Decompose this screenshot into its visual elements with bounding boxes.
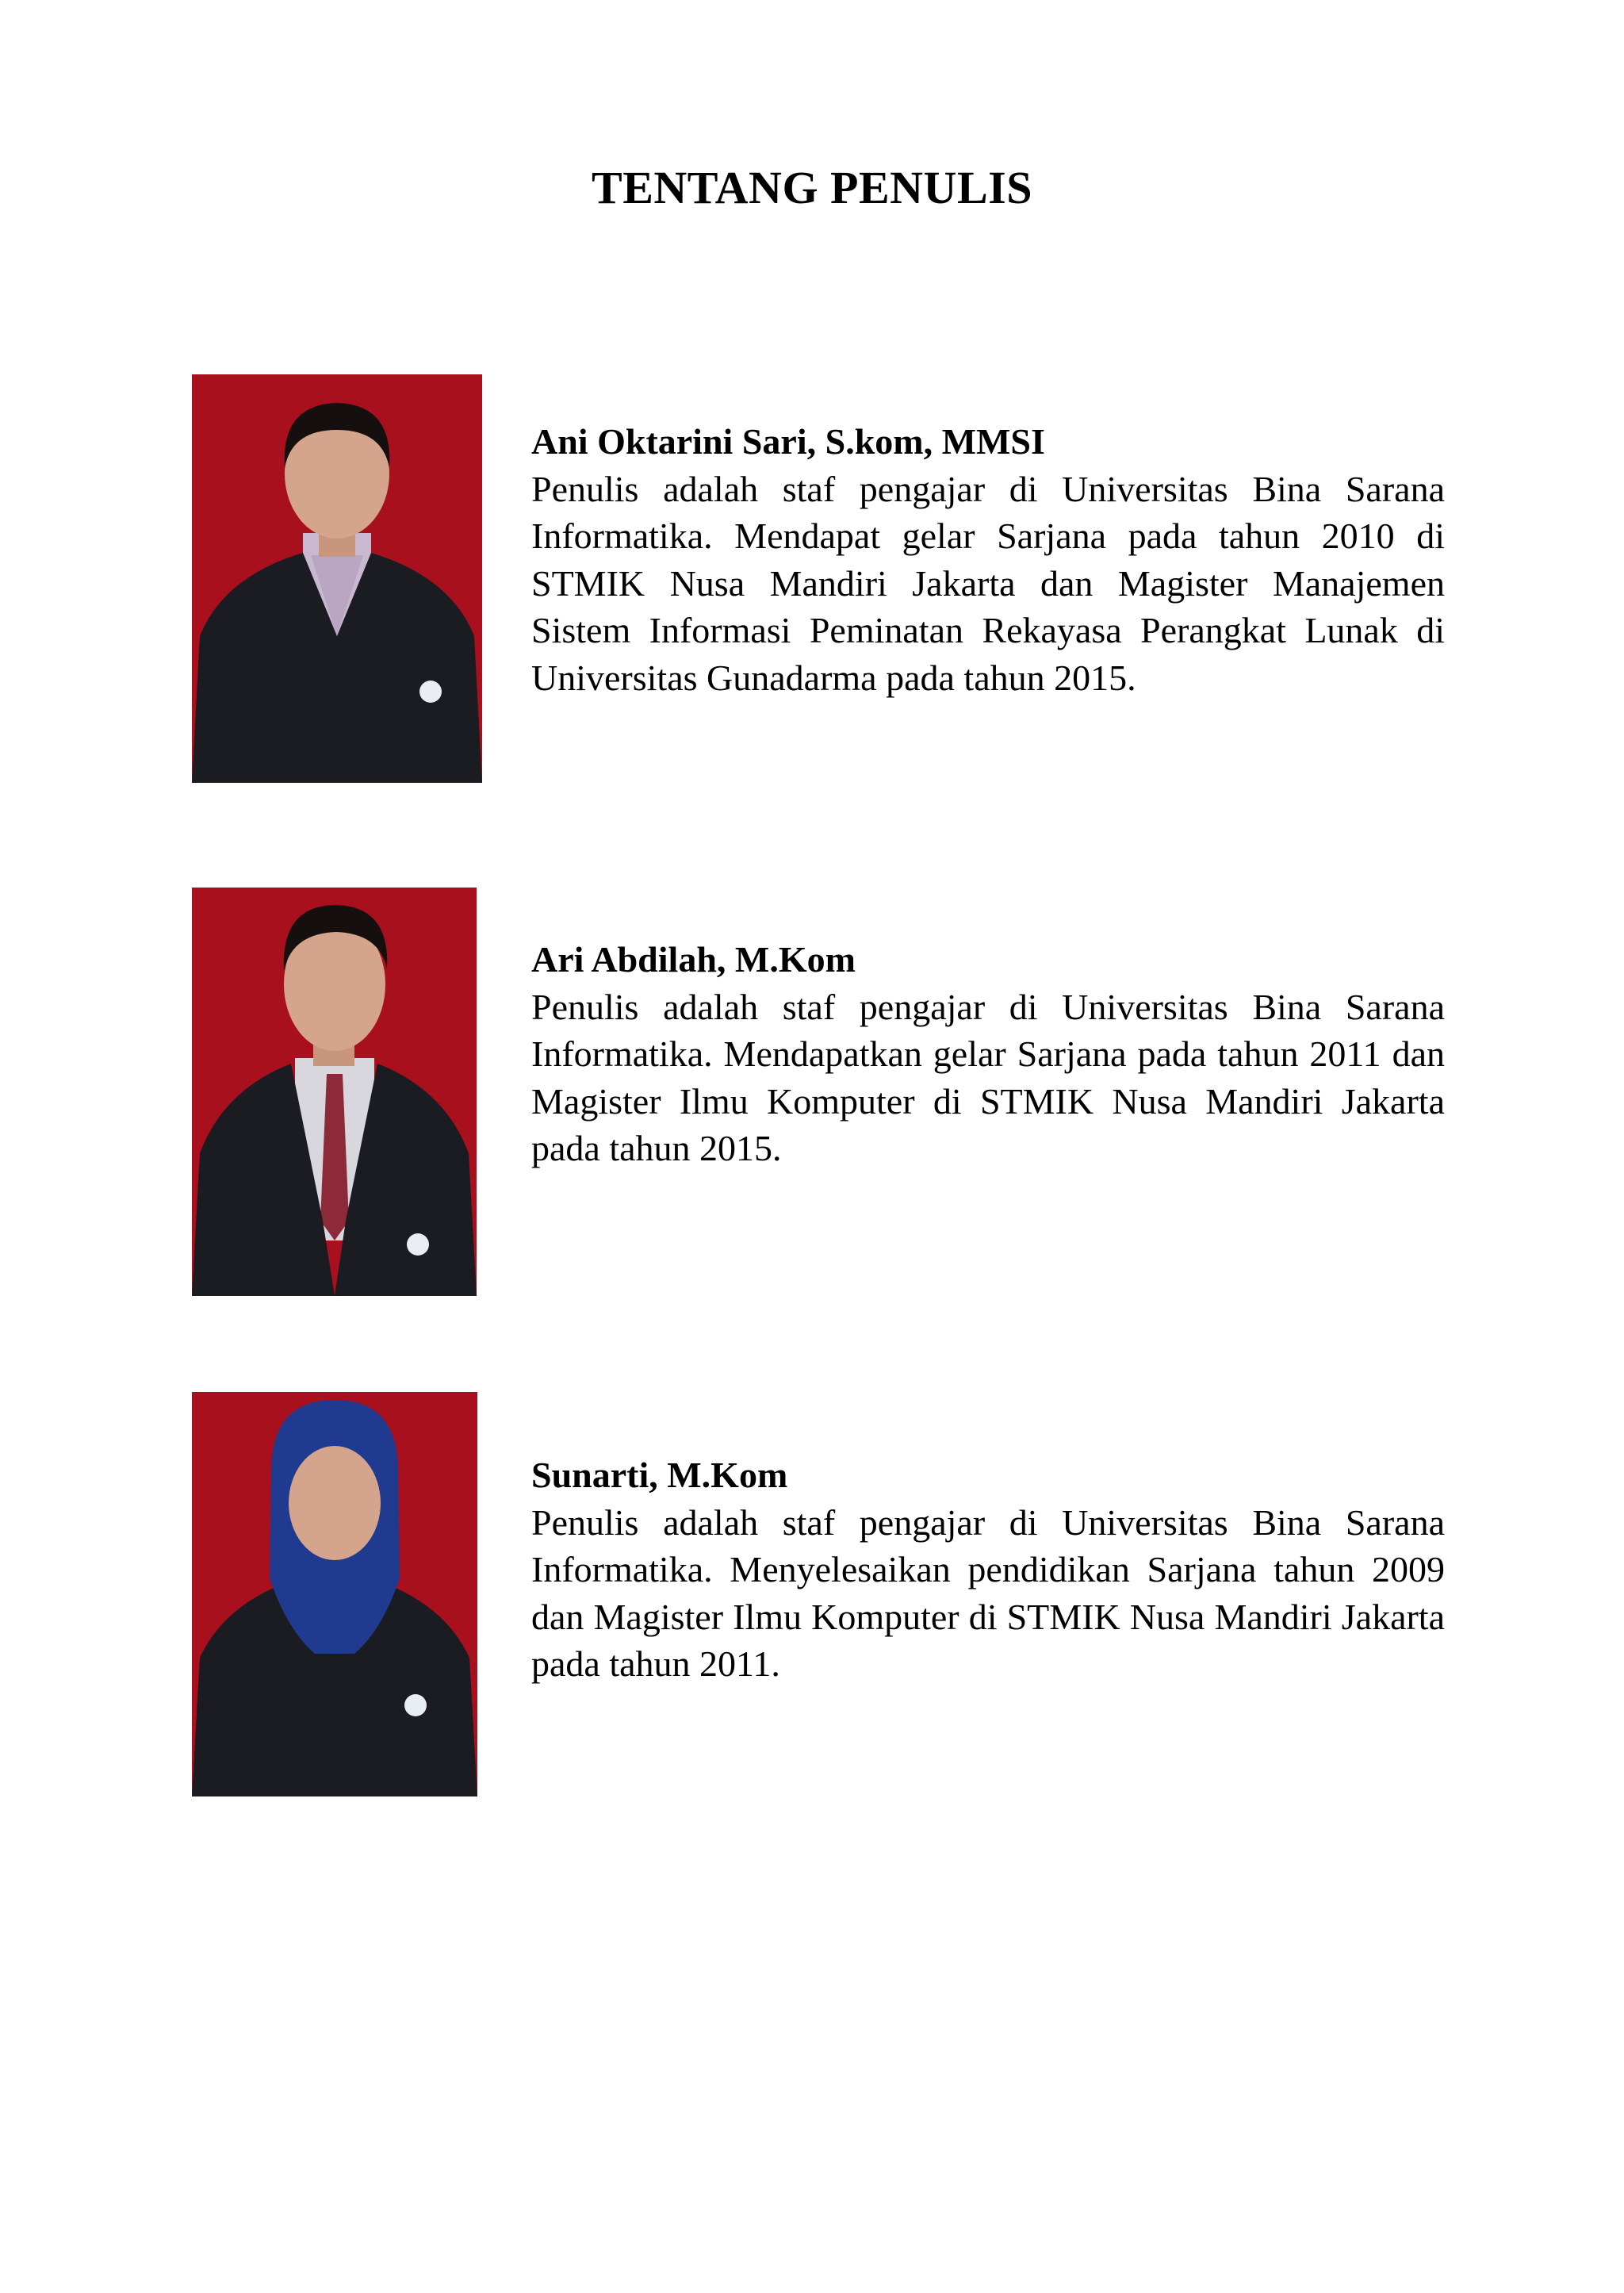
author-bio [531, 418, 1445, 701]
author-name: Ani Oktarini Sari, S.kom, MMSI [531, 421, 1045, 462]
author-portrait-icon [192, 888, 477, 1296]
author-portrait-icon [192, 374, 482, 783]
author-bio [531, 1451, 1445, 1688]
author-bio [531, 936, 1445, 1172]
author-photo [192, 888, 477, 1296]
author-photo [192, 1392, 477, 1796]
author-name: Sunarti, M.Kom [531, 1455, 788, 1495]
page-title: TENTANG PENULIS [592, 162, 1032, 213]
author-photo [192, 374, 482, 783]
author-description: Penulis adalah staf pengajar di Universitas Bina Sarana Informatika. Menyelesaikan pendidikan Sarjana tahun 2009 dan Magister Ilmu Komputer di STMIK Nusa Mandiri Jakarta pada tahun 2011. [531, 1501, 1445, 1684]
author-name: Ari Abdilah, M.Kom [531, 939, 856, 980]
author-description: Penulis adalah staf pengajar di Universitas Bina Sarana Informatika. Mendapat gelar Sarjana pada tahun 2010 di STMIK Nusa Mandiri Jakarta dan Magister Manajemen Sistem Informasi Peminatan Rekayasa Perangkat Lunak di Universitas Gunadarma pada tahun 2015. [531, 468, 1445, 698]
author-description: Penulis adalah staf pengajar di Universitas Bina Sarana Informatika. Mendapatkan gelar Sarjana pada tahun 2011 dan Magister Ilmu Komputer di STMIK Nusa Mandiri Jakarta pada tahun 2015. [531, 986, 1445, 1168]
author-portrait-icon [192, 1392, 477, 1796]
